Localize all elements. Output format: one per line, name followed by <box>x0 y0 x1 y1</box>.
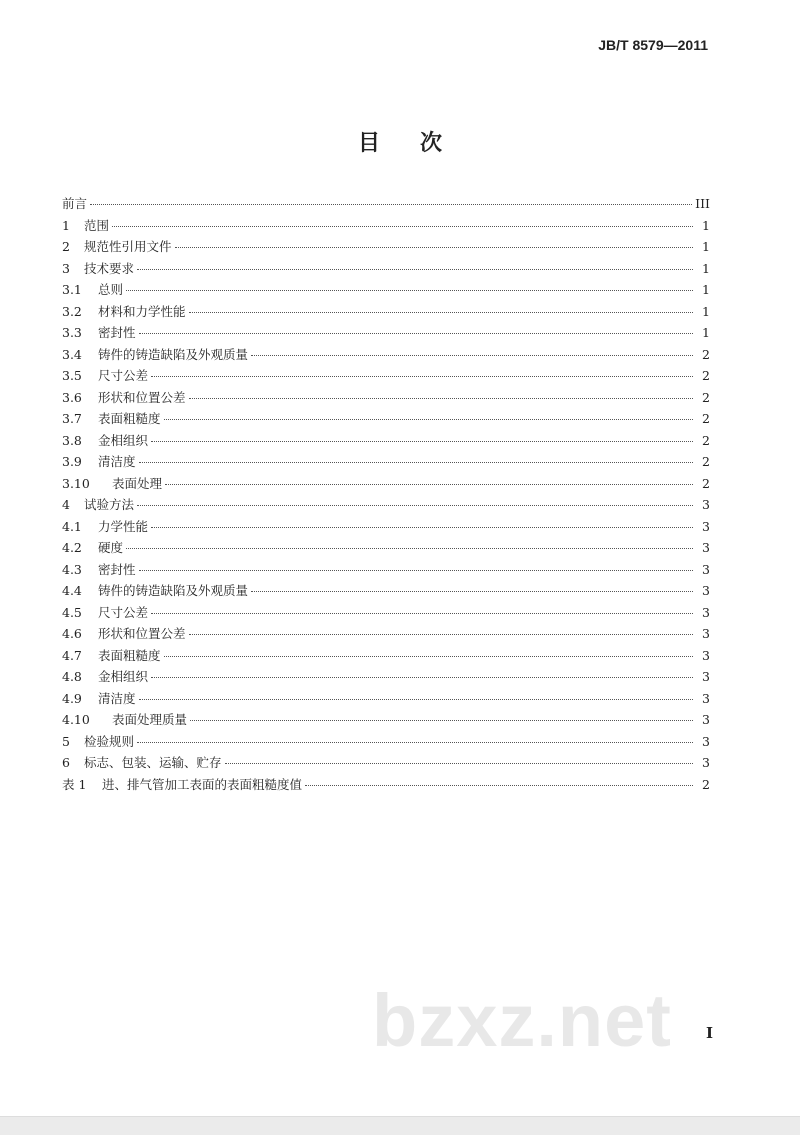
toc-entry-page: 3 <box>702 733 710 749</box>
dot-leader <box>251 591 693 592</box>
toc-entry-label: 检验规则 <box>84 733 135 749</box>
toc-entry-label: 总则 <box>98 282 124 297</box>
toc-entry[interactable] <box>62 388 710 410</box>
toc-entry[interactable] <box>62 194 710 216</box>
toc-entry[interactable] <box>62 280 710 302</box>
toc-entry-page: 1 <box>702 325 710 340</box>
toc-entry-label: 尺寸公差 <box>98 604 149 620</box>
dot-leader <box>189 312 693 313</box>
standard-code: JB/T 8579—2011 <box>598 37 708 53</box>
toc-entry-page: 1 <box>702 303 710 319</box>
watermark: bzxz.net <box>372 979 672 1062</box>
toc-entry[interactable] <box>62 624 710 646</box>
dot-leader <box>165 484 693 485</box>
toc-entry-number: 4.10 <box>62 712 90 727</box>
toc-entry-label: 试验方法 <box>84 497 135 512</box>
toc-entry-page: 2 <box>702 368 710 383</box>
toc-entry-page: 3 <box>702 690 710 706</box>
dot-leader <box>151 527 693 528</box>
toc-entry-number: 2 <box>62 239 70 254</box>
toc-entry[interactable] <box>62 538 710 560</box>
toc-entry-number: 4.1 <box>62 518 82 534</box>
toc-entry[interactable] <box>62 237 710 259</box>
toc-entry[interactable] <box>62 474 710 496</box>
dot-leader <box>126 548 693 549</box>
dot-leader <box>90 204 692 205</box>
toc-entry-number: 6 <box>62 755 70 770</box>
toc-entry-label: 表面处理质量 <box>112 712 188 727</box>
dot-leader <box>190 720 693 721</box>
toc-entry-label: 表面粗糙度 <box>98 411 161 426</box>
toc-entry-label: 密封性 <box>98 561 136 577</box>
dot-leader <box>139 462 693 463</box>
toc-entry[interactable] <box>62 732 710 754</box>
toc-entry-page: III <box>695 196 710 211</box>
toc-entry-number: 3.1 <box>62 282 82 297</box>
toc-entry-number: 3.7 <box>62 411 82 426</box>
toc-entry-page: 3 <box>702 669 710 684</box>
toc-entry-label: 形状和位置公差 <box>98 626 186 641</box>
toc-entry-page: 3 <box>702 604 710 620</box>
toc-entry-number: 1 <box>62 217 70 233</box>
toc-entry[interactable] <box>62 603 710 625</box>
toc-entry-label: 规范性引用文件 <box>84 239 172 254</box>
dot-leader <box>112 226 693 227</box>
toc-entry[interactable] <box>62 710 710 732</box>
toc-entry[interactable] <box>62 667 710 689</box>
toc-entry[interactable] <box>62 753 710 775</box>
toc-entry-page: 3 <box>702 712 710 727</box>
toc-entry[interactable] <box>62 323 710 345</box>
toc-entry[interactable] <box>62 517 710 539</box>
toc-entry[interactable] <box>62 495 710 517</box>
page-title: 目次 <box>357 130 482 156</box>
toc-entry-number: 3.3 <box>62 325 82 340</box>
toc-entry-label: 硬度 <box>98 540 124 555</box>
toc-entry-page: 1 <box>702 217 710 233</box>
toc-entry-number: 4.4 <box>62 583 82 598</box>
toc-entry-label: 前言 <box>62 196 88 211</box>
toc-entry-label: 进、排气管加工表面的表面粗糙度值 <box>102 776 303 792</box>
toc-entry-number: 3.4 <box>62 346 82 362</box>
dot-leader <box>137 505 693 506</box>
toc-entry-label: 清洁度 <box>98 690 136 706</box>
toc-entry[interactable] <box>62 409 710 431</box>
toc-entry[interactable] <box>62 775 710 797</box>
toc-entry-page: 3 <box>702 583 710 598</box>
dot-leader <box>225 763 693 764</box>
toc-entry[interactable] <box>62 689 710 711</box>
toc-entry-number: 4.6 <box>62 626 82 641</box>
toc-entry-label: 清洁度 <box>98 454 136 469</box>
toc-entry-label: 密封性 <box>98 325 136 340</box>
dot-leader <box>164 419 693 420</box>
toc-entry-page: 2 <box>702 432 710 448</box>
page-number: I <box>706 1024 714 1042</box>
toc-entry-page: 3 <box>702 497 710 512</box>
toc-entry-number: 3.5 <box>62 368 82 383</box>
toc-entry-page: 3 <box>702 518 710 534</box>
toc-entry-label: 铸件的铸造缺陷及外观质量 <box>98 346 249 362</box>
toc-entry[interactable] <box>62 302 710 324</box>
dot-leader <box>151 613 693 614</box>
dot-leader <box>164 656 693 657</box>
toc-entry-number: 3.6 <box>62 389 82 405</box>
toc-entry-page: 1 <box>702 282 710 297</box>
toc-entry-number: 4.7 <box>62 647 82 663</box>
toc-entry-number: 4.3 <box>62 561 82 577</box>
dot-leader <box>189 634 693 635</box>
toc-entry-label: 技术要求 <box>84 260 135 276</box>
dot-leader <box>126 290 693 291</box>
dot-leader <box>151 677 693 678</box>
dot-leader <box>139 333 693 334</box>
toc-entry-label: 表面处理 <box>112 475 163 491</box>
toc-entry-number: 3.10 <box>62 475 90 491</box>
toc-entry-label: 材料和力学性能 <box>98 303 186 319</box>
toc-entry-number: 3.2 <box>62 303 82 319</box>
toc-entry-page: 2 <box>702 776 710 792</box>
toc-entry-number: 4.5 <box>62 604 82 620</box>
toc-entry-number: 4.2 <box>62 540 82 555</box>
toc-entry-page: 1 <box>702 260 710 276</box>
toc-entry-number: 5 <box>62 733 70 749</box>
toc-entry-page: 2 <box>702 411 710 426</box>
toc-entry-label: 金相组织 <box>98 669 149 684</box>
toc-entry[interactable] <box>62 431 710 453</box>
toc-entry[interactable] <box>62 345 710 367</box>
toc-entry-label: 标志、包装、运输、贮存 <box>84 755 222 770</box>
toc-entry-number: 4.9 <box>62 690 82 706</box>
toc-entry-label: 金相组织 <box>98 432 149 448</box>
toc-entry-number: 表 1 <box>62 776 87 792</box>
toc-entry-page: 1 <box>702 239 710 254</box>
viewer-bottom-bar <box>0 1116 800 1135</box>
dot-leader <box>137 742 693 743</box>
toc-entry-label: 形状和位置公差 <box>98 389 186 405</box>
toc-entry-page: 2 <box>702 346 710 362</box>
toc-entry-number: 3.8 <box>62 432 82 448</box>
dot-leader <box>251 355 693 356</box>
dot-leader <box>151 441 693 442</box>
table-of-contents <box>62 194 710 796</box>
toc-entry[interactable] <box>62 366 710 388</box>
dot-leader <box>151 376 693 377</box>
toc-entry-number: 3 <box>62 260 70 276</box>
toc-entry-label: 尺寸公差 <box>98 368 149 383</box>
toc-entry-page: 2 <box>702 454 710 469</box>
toc-entry-page: 2 <box>702 389 710 405</box>
toc-entry-page: 3 <box>702 755 710 770</box>
toc-entry[interactable] <box>62 216 710 238</box>
toc-entry-number: 4 <box>62 497 70 512</box>
toc-entry-page: 3 <box>702 647 710 663</box>
toc-entry-number: 3.9 <box>62 454 82 469</box>
dot-leader <box>305 785 693 786</box>
toc-entry[interactable] <box>62 646 710 668</box>
dot-leader <box>139 570 693 571</box>
toc-entry-label: 铸件的铸造缺陷及外观质量 <box>98 583 249 598</box>
toc-entry[interactable] <box>62 259 710 281</box>
toc-entry-page: 3 <box>702 540 710 555</box>
toc-entry-page: 3 <box>702 561 710 577</box>
dot-leader <box>189 398 693 399</box>
toc-entry[interactable] <box>62 560 710 582</box>
toc-entry-number: 4.8 <box>62 669 82 684</box>
toc-entry-page: 2 <box>702 475 710 491</box>
toc-entry-label: 范围 <box>84 217 110 233</box>
dot-leader <box>137 269 693 270</box>
toc-entry-page: 3 <box>702 626 710 641</box>
toc-entry[interactable] <box>62 452 710 474</box>
dot-leader <box>139 699 693 700</box>
dot-leader <box>175 247 693 248</box>
toc-entry[interactable] <box>62 581 710 603</box>
toc-entry-label: 表面粗糙度 <box>98 647 161 663</box>
toc-entry-label: 力学性能 <box>98 518 149 534</box>
